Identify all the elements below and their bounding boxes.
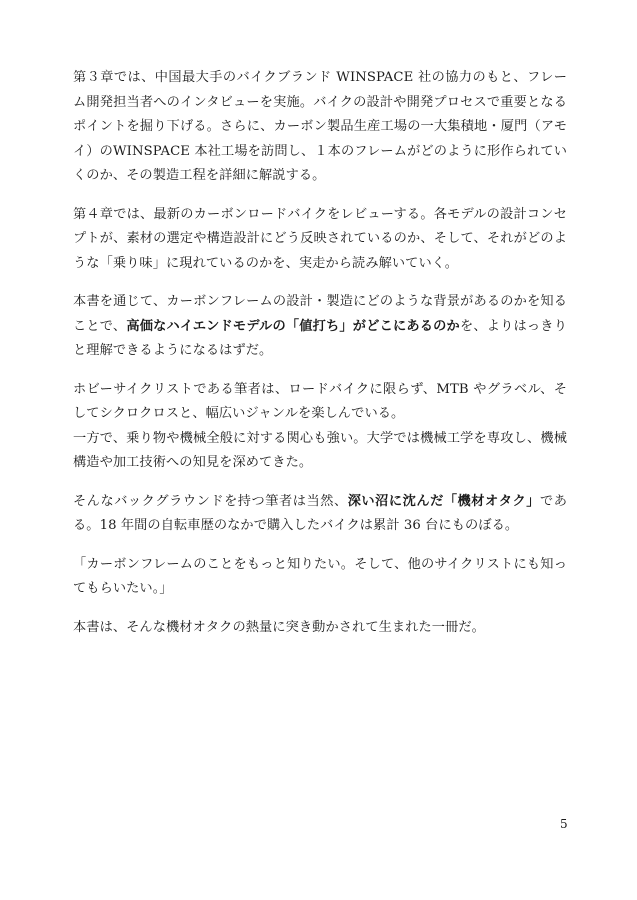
paragraph-text: そんなバックグラウンドを持つ筆者は当然、 [73, 493, 348, 509]
paragraph-text: 本書を通じて、カーボンフレームの設計・製造にどのような背景があるのかを知ることで、 [73, 294, 567, 334]
page-body [73, 66, 567, 654]
paragraph-purpose [73, 290, 567, 364]
paragraph-text: 本書は、そんな機材オタクの熱量に突き動かされて生まれた一冊だ。 [73, 619, 485, 635]
paragraph-text: を、よりはっきりと理解できるようになるはずだ。 [73, 318, 567, 358]
paragraph-text: 第３章では、中国最大手のバイクブランド WINSPACE 社の協力のもと、フレーム開発担当者へのインタビューを実施。バイクの設計や開発プロセスで重要となるポイントを掘り下げる。さらに、カーボン製品生産工場の一大集積地・厦門（アモイ）のWINSPACE 本社工場を訪問し、１本のフレームがどのように形作られていくのか、その製造工程を詳細に解説する。 [73, 70, 567, 183]
paragraph-quote [73, 553, 567, 602]
paragraph-chapter4 [73, 203, 567, 277]
page-number: 5 [560, 817, 568, 831]
paragraph-closing [73, 616, 567, 641]
paragraph-author-profile [73, 378, 567, 476]
paragraph-text: 「カーボンフレームのことをもっと知りたい。そして、他のサイクリストにも知ってもらいたい。」 [73, 556, 567, 596]
paragraph-text: 第４章では、最新のカーボンロードバイクをレビューする。各モデルの設計コンセプトが、素材の選定や構造設計にどう反映されているのか、そして、それがどのような「乗り味」に現れているのかを、実走から読み解いていく。 [73, 206, 567, 271]
paragraph-text: である。18 年間の自転車歴のなかで購入したバイクは累計 36 台にものぼる。 [73, 493, 567, 533]
paragraph-gear-otaku [73, 490, 567, 539]
emphasis-text: 高価なハイエンドモデルの「値打ち」がどこにあるのか [126, 318, 460, 334]
emphasis-text: 深い沼に沈んだ「機材オタク」 [347, 493, 540, 509]
paragraph-line: 一方で、乗り物や機械全般に対する関心も強い。大学では機械工学を専攻し、機械構造や加工技術への知見を深めてきた。 [73, 430, 567, 470]
paragraph-line: ホビーサイクリストである筆者は、ロードバイクに限らず、MTB やグラベル、そしてシクロクロスと、幅広いジャンルを楽しんでいる。 [73, 381, 567, 421]
paragraph-chapter3 [73, 66, 567, 189]
